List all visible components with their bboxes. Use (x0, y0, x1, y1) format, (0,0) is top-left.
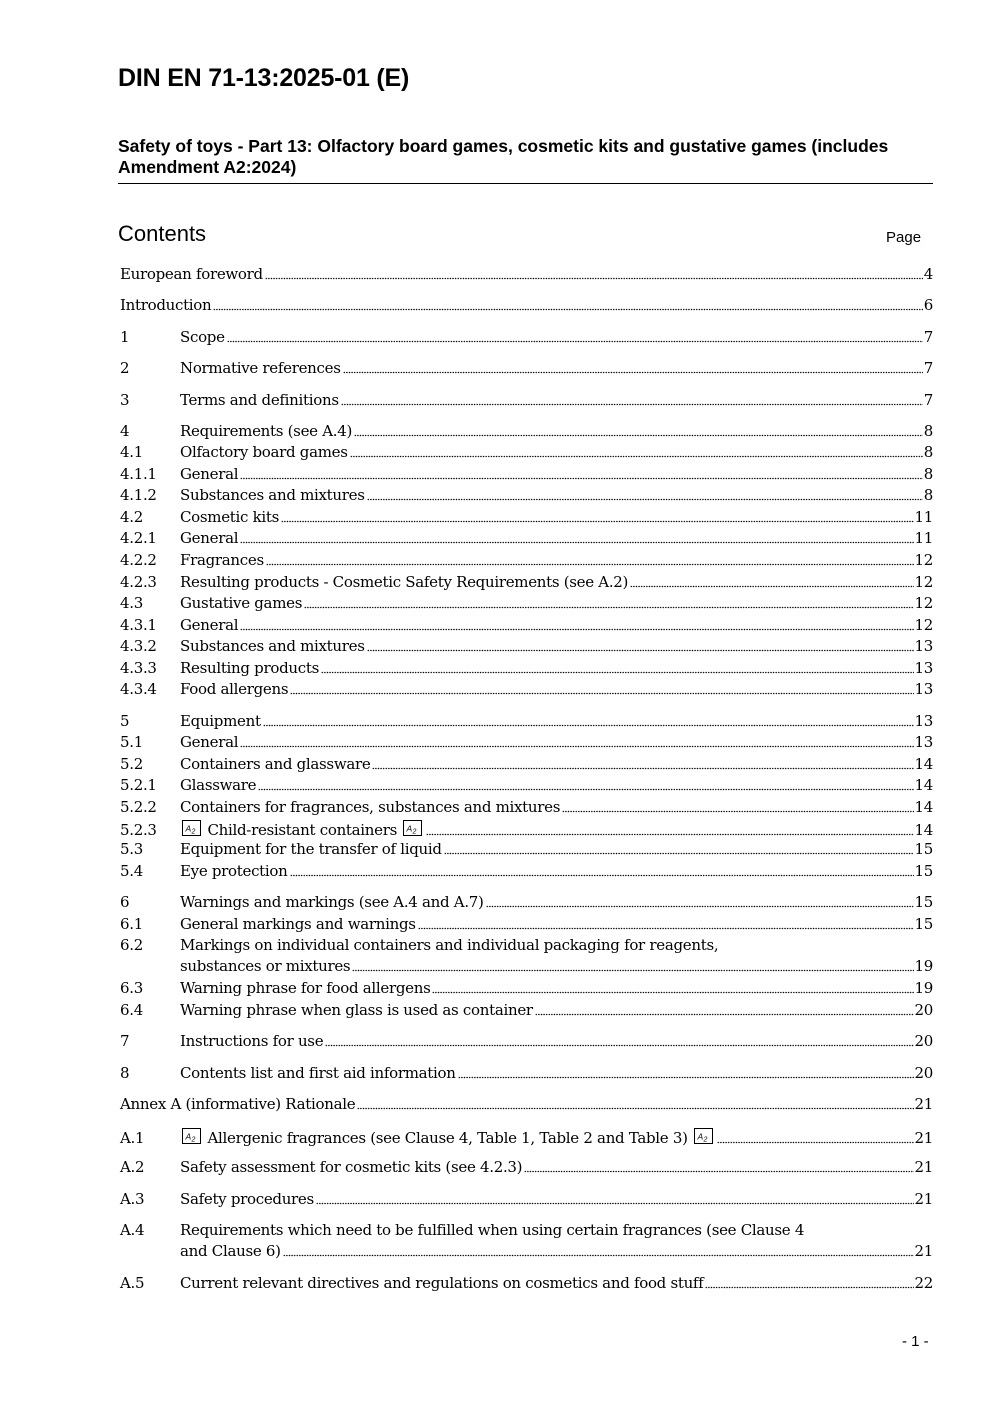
toc-entry-number: 4.2.1 (120, 529, 157, 547)
toc-entry[interactable] (120, 638, 933, 655)
toc-leader-dots (304, 596, 913, 609)
toc-entry-number: 2 (120, 359, 130, 377)
toc-entry-page: 6 (923, 296, 933, 314)
toc-entry[interactable] (120, 713, 933, 730)
toc-entry-title: Containers and glassware (180, 755, 371, 773)
toc-entry-title: Resulting products (180, 659, 319, 677)
toc-entry-title: Requirements which need to be fulfilled when using certain fragrances (see Clause 4 (180, 1221, 805, 1239)
toc-entry-number: 6.3 (120, 979, 143, 997)
toc-entry-title: Gustative games (180, 594, 303, 612)
amendment-a2-icon (182, 1128, 201, 1144)
toc-leader-dots (290, 682, 913, 695)
svg-text:A: A (185, 823, 191, 834)
toc-entry-page: 7 (923, 391, 933, 409)
toc-entry-title: Equipment for the transfer of liquid (180, 840, 442, 858)
toc-entry[interactable] (120, 574, 933, 591)
toc-entry-page: 11 (914, 508, 933, 526)
toc-leader-dots (367, 639, 914, 652)
svg-text:A: A (697, 1131, 703, 1142)
toc-entry-number: 5.4 (120, 862, 143, 880)
toc-entry-title: Eye protection (180, 862, 288, 880)
svg-text:2: 2 (703, 1136, 708, 1143)
toc-leader-dots (418, 917, 914, 930)
toc-entry-number: 4 (120, 422, 130, 440)
toc-entry[interactable] (120, 660, 933, 677)
toc-entry-title: Requirements (see A.4) (180, 422, 353, 440)
toc-entry[interactable] (120, 423, 933, 440)
toc-entry-number: 5.2 (120, 755, 143, 773)
toc-entry[interactable] (120, 799, 933, 816)
toc-entry-number: A.5 (120, 1274, 145, 1292)
toc-entry-title: Warning phrase for food allergens (180, 979, 431, 997)
toc-entry-title: Warnings and markings (see A.4 and A.7) (180, 893, 484, 911)
amendment-a2-icon (182, 820, 201, 836)
toc-entry-continuation[interactable] (120, 1243, 933, 1260)
toc-entry[interactable] (120, 980, 933, 997)
toc-leader-dots (350, 445, 923, 458)
svg-text:2: 2 (412, 828, 417, 835)
toc-entry-continuation[interactable] (120, 958, 933, 975)
toc-leader-dots (426, 823, 913, 836)
toc-entry-number: 4.3.2 (120, 637, 157, 655)
toc-entry-title: Containers for fragrances, substances and mixtures (180, 798, 561, 816)
toc-leader-dots (281, 510, 913, 523)
toc-leader-dots (372, 757, 913, 770)
toc-entry-title: Resulting products - Cosmetic Safety Requirements (see A.2) (180, 573, 629, 591)
toc-entry-page: 22 (914, 1274, 933, 1292)
toc-entry-page: 14 (914, 776, 933, 794)
page-number: - 1 - (902, 1333, 929, 1350)
toc-entry-page: 21 (914, 1129, 933, 1147)
toc-entry-title: General (180, 529, 239, 547)
toc-entry-number: 3 (120, 391, 130, 409)
toc-entry-title: Instructions for use (180, 1032, 324, 1050)
toc-entry-title: European foreword (120, 265, 263, 283)
toc-entry-number: 4.3.1 (120, 616, 157, 634)
page-column-label: Page (886, 229, 922, 246)
toc-entry-title: Warning phrase when glass is used as container (180, 1001, 533, 1019)
toc-leader-dots (630, 575, 913, 588)
toc-entry-number: 5.2.3 (120, 821, 157, 839)
toc-entry-number: 4.2.2 (120, 551, 157, 569)
toc-leader-dots (562, 800, 913, 813)
toc-entry-number: 4.3.4 (120, 680, 157, 698)
toc-entry-page: 7 (923, 328, 933, 346)
toc-entry-page: 21 (914, 1095, 933, 1113)
toc-entry-number: 6.1 (120, 915, 143, 933)
toc-leader-dots (227, 330, 923, 343)
toc-entry-title: Contents list and first aid information (180, 1064, 456, 1082)
toc-entry-title: Annex A (informative) Rationale (120, 1095, 356, 1113)
toc-entry-title: Cosmetic kits (180, 508, 280, 526)
toc-entry-title: Fragrances (180, 551, 264, 569)
toc-entry[interactable] (120, 530, 933, 547)
toc-entry[interactable] (120, 777, 933, 794)
toc-entry-title: General markings and warnings (180, 915, 416, 933)
toc-entry-title: Safety procedures (180, 1190, 314, 1208)
toc-entry[interactable] (120, 863, 933, 880)
toc-entry-page: 21 (914, 1158, 933, 1176)
toc-entry-number: 6.2 (120, 936, 143, 954)
toc-entry-title: Child-resistant containers (207, 821, 398, 839)
toc-leader-dots (290, 864, 914, 877)
toc-entry[interactable] (120, 1191, 933, 1208)
amendment-a2-icon (694, 1128, 713, 1144)
toc-entry-page: 14 (914, 821, 933, 839)
toc-leader-dots (705, 1276, 913, 1289)
toc-entry-number: 5.2.1 (120, 776, 157, 794)
toc-leader-dots (524, 1160, 913, 1173)
toc-entry-page: 15 (914, 862, 933, 880)
toc-entry[interactable] (120, 1002, 933, 1019)
contents-heading: Contents (118, 221, 207, 246)
svg-text:A: A (406, 823, 413, 834)
toc-leader-dots (266, 553, 914, 566)
toc-entry-number: 5.3 (120, 840, 143, 858)
toc-entry[interactable] (120, 734, 933, 751)
document-id: DIN EN 71-13:2025-01 (E) (118, 64, 410, 92)
toc-entry-title: Substances and mixtures (180, 486, 365, 504)
toc-entry-number: 1 (120, 328, 130, 346)
toc-leader-dots (240, 618, 913, 631)
amendment-a2-icon (403, 820, 422, 836)
toc-leader-dots (213, 298, 922, 311)
toc-entry-number: 5.2.2 (120, 798, 157, 816)
toc-entry-number: 5.1 (120, 733, 143, 751)
toc-leader-dots (357, 1097, 913, 1110)
toc-leader-dots (321, 661, 914, 674)
toc-entry-number: 8 (120, 1064, 130, 1082)
toc-entry-number: 4.2 (120, 508, 143, 526)
toc-entry-page: 19 (914, 957, 933, 975)
toc-entry-page: 8 (923, 486, 933, 504)
toc-entry-page: 12 (914, 616, 933, 634)
toc-leader-dots (263, 714, 914, 727)
toc-entry-number: 4.1 (120, 443, 143, 461)
toc-leader-dots (352, 959, 913, 972)
toc-entry-title: Introduction (120, 296, 212, 314)
toc-leader-dots (240, 735, 913, 748)
toc-entry-number: 4.3 (120, 594, 143, 612)
toc-leader-dots (265, 267, 923, 280)
toc-entry-page: 20 (914, 1001, 933, 1019)
toc-entry[interactable] (120, 297, 933, 314)
toc-leader-dots (343, 361, 923, 374)
toc-entry[interactable] (120, 681, 933, 698)
toc-entry[interactable] (120, 1033, 933, 1050)
toc-entry[interactable] (120, 756, 933, 773)
toc-entry-number: 6.4 (120, 1001, 143, 1019)
toc-entry-page: 13 (914, 637, 933, 655)
toc-leader-dots (240, 467, 923, 480)
toc-entry-number: 4.3.3 (120, 659, 157, 677)
toc-entry-title: General (180, 465, 239, 483)
svg-text:A: A (185, 1131, 191, 1142)
toc-entry-title-continued: substances or mixtures (180, 957, 351, 975)
toc-entry-page: 14 (914, 798, 933, 816)
toc-entry[interactable] (120, 266, 933, 283)
toc-entry-title-continued: and Clause 6) (180, 1242, 281, 1260)
toc-entry-page: 7 (923, 359, 933, 377)
toc-entry-number: A.4 (120, 1221, 145, 1239)
toc-entry[interactable] (120, 329, 933, 346)
toc-entry[interactable] (120, 916, 933, 933)
toc-entry[interactable] (120, 1159, 933, 1176)
toc-entry-number: A.2 (120, 1158, 145, 1176)
toc-entry-page: 14 (914, 755, 933, 773)
svg-text:2: 2 (191, 1136, 196, 1143)
toc-entry[interactable] (120, 937, 933, 954)
toc-entry-page: 15 (914, 840, 933, 858)
toc-entry-title: Equipment (180, 712, 261, 730)
toc-leader-dots (283, 1244, 914, 1257)
toc-entry-page: 19 (914, 979, 933, 997)
toc-leader-dots (354, 424, 923, 437)
toc-entry[interactable] (120, 820, 933, 839)
toc-entry-page: 12 (914, 573, 933, 591)
toc-entry[interactable] (120, 392, 933, 409)
toc-entry-title: Substances and mixtures (180, 637, 365, 655)
toc-entry-page: 15 (914, 915, 933, 933)
toc-entry-page: 8 (923, 443, 933, 461)
toc-entry-number: 4.1.2 (120, 486, 157, 504)
toc-entry-title: Normative references (180, 359, 341, 377)
toc-leader-dots (316, 1192, 914, 1205)
toc-entry[interactable] (120, 894, 933, 911)
toc-entry-title: General (180, 733, 239, 751)
toc-entry-page: 21 (914, 1190, 933, 1208)
toc-entry-title: Terms and definitions (180, 391, 339, 409)
toc-entry-page: 4 (923, 265, 933, 283)
toc-leader-dots (486, 895, 914, 908)
toc-leader-dots (325, 1034, 913, 1047)
toc-entry[interactable] (120, 552, 933, 569)
toc-entry-number: 7 (120, 1032, 130, 1050)
toc-entry-page: 20 (914, 1032, 933, 1050)
toc-entry-title: Allergenic fragrances (see Clause 4, Table 1, Table 2 and Table 3) (207, 1129, 688, 1147)
toc-leader-dots (240, 531, 913, 544)
toc-entry-page: 12 (914, 551, 933, 569)
toc-entry-page: 13 (914, 712, 933, 730)
toc-entry[interactable] (120, 841, 933, 858)
toc-entry-page: 13 (914, 659, 933, 677)
toc-entry-page: 8 (923, 465, 933, 483)
toc-leader-dots (341, 393, 923, 406)
document-subtitle: Safety of toys - Part 13: Olfactory board games, cosmetic kits and gustative games (includes Amendment A2:2024) (118, 136, 933, 184)
toc-entry-page: 8 (923, 422, 933, 440)
toc-entry-number: A.3 (120, 1190, 145, 1208)
toc-leader-dots (458, 1066, 914, 1079)
toc-entry-number: A.1 (120, 1129, 145, 1147)
toc-entry-number: 4.2.3 (120, 573, 157, 591)
toc-entry[interactable] (120, 1222, 933, 1239)
toc-leader-dots (444, 842, 914, 855)
toc-entry-title: Current relevant directives and regulations on cosmetics and food stuff (180, 1274, 704, 1292)
toc-entry-title: Olfactory board games (180, 443, 348, 461)
toc-entry-number: 4.1.1 (120, 465, 157, 483)
toc-leader-dots (432, 981, 913, 994)
toc-entry-title: Safety assessment for cosmetic kits (see 4.2.3) (180, 1158, 523, 1176)
toc-entry-title: General (180, 616, 239, 634)
toc-entry[interactable] (120, 1128, 933, 1147)
toc-leader-dots (367, 488, 923, 501)
svg-text:2: 2 (191, 828, 196, 835)
toc-entry-page: 15 (914, 893, 933, 911)
toc-entry[interactable] (120, 466, 933, 483)
toc-entry[interactable] (120, 1096, 933, 1113)
toc-leader-dots (717, 1131, 913, 1144)
toc-entry-number: 5 (120, 712, 130, 730)
toc-entry[interactable] (120, 1065, 933, 1082)
toc-entry-title: Markings on individual containers and individual packaging for reagents, (180, 936, 719, 954)
toc-entry[interactable] (120, 1275, 933, 1292)
toc-entry-page: 12 (914, 594, 933, 612)
toc-entry-number: 6 (120, 893, 130, 911)
toc-entry[interactable] (120, 487, 933, 504)
toc-entry-page: 21 (914, 1242, 933, 1260)
toc-leader-dots (258, 778, 913, 791)
toc-entry-title: Scope (180, 328, 225, 346)
toc-entry[interactable] (120, 617, 933, 634)
toc-entry[interactable] (120, 509, 933, 526)
toc-entry-title: Glassware (180, 776, 257, 794)
toc-entry[interactable] (120, 595, 933, 612)
toc-entry-page: 20 (914, 1064, 933, 1082)
toc-leader-dots (535, 1003, 914, 1016)
toc-entry[interactable] (120, 360, 933, 377)
toc-entry-page: 13 (914, 733, 933, 751)
toc-entry-title: Food allergens (180, 680, 289, 698)
toc-entry[interactable] (120, 444, 933, 461)
toc-entry-page: 11 (914, 529, 933, 547)
toc-entry-page: 13 (914, 680, 933, 698)
